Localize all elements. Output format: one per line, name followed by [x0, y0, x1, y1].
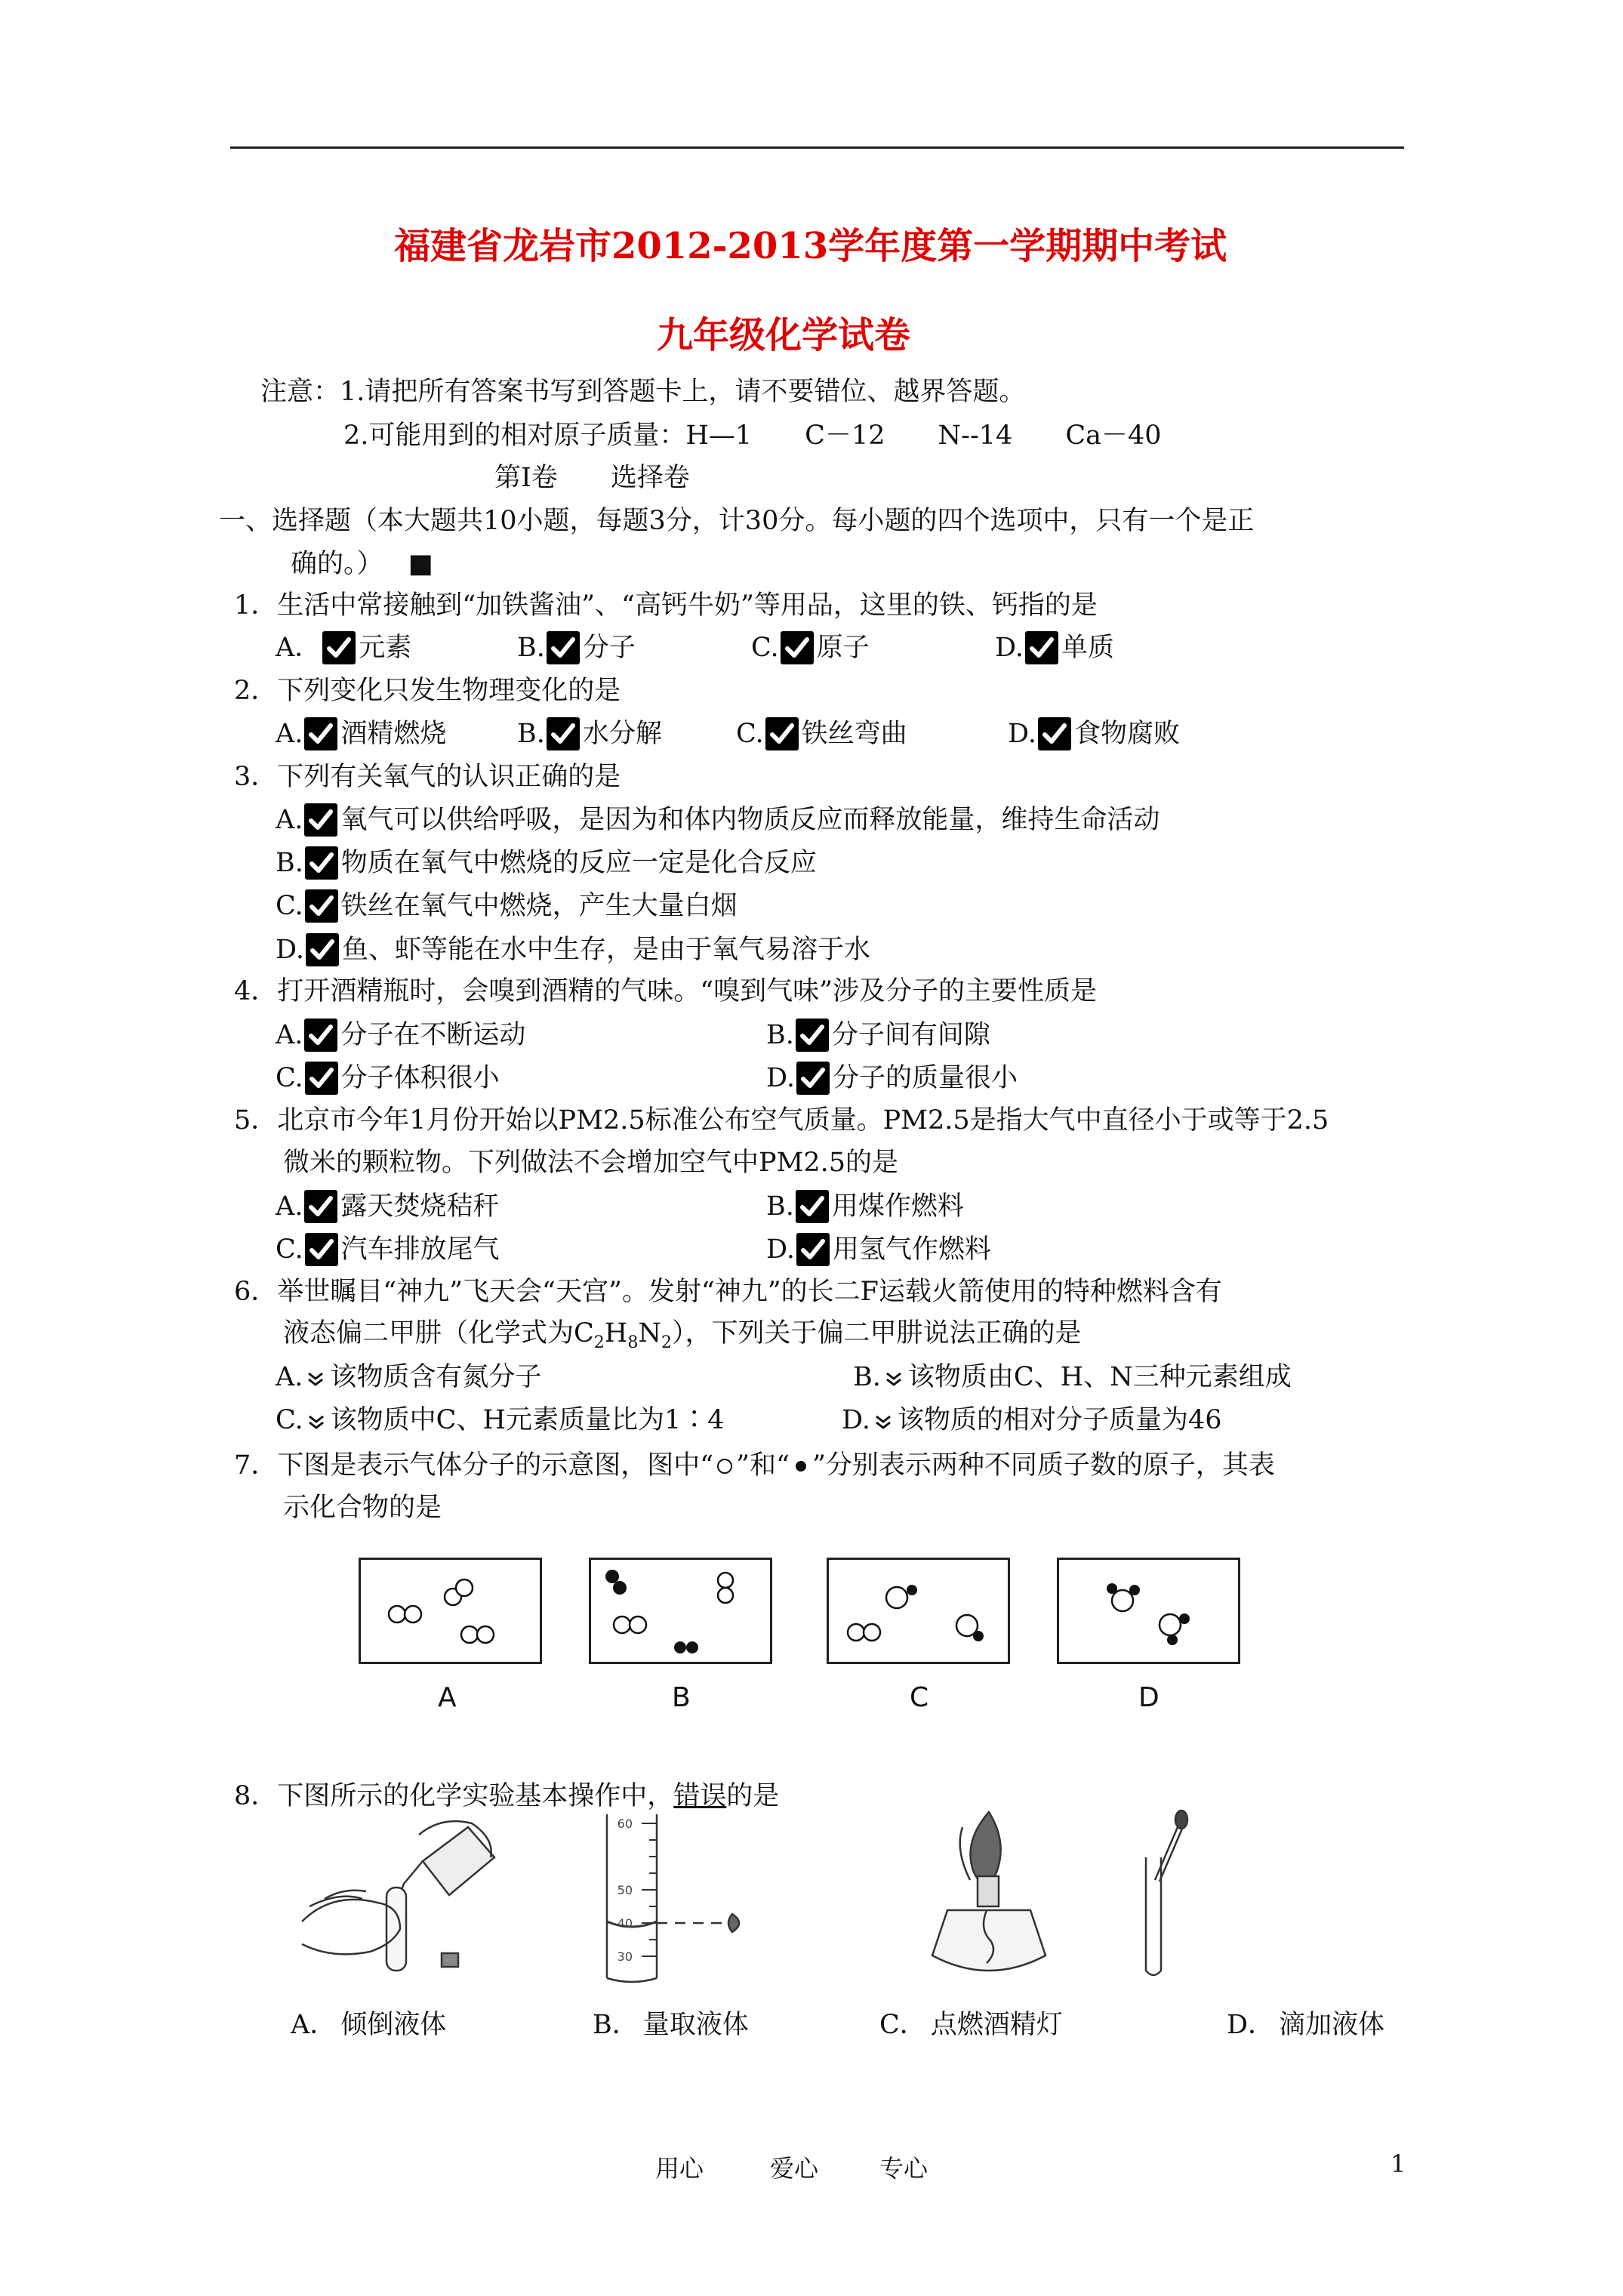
checkbox-icon — [781, 631, 814, 664]
footer-word-2: 爱心 — [770, 2154, 819, 2183]
q2-option-a[interactable]: A. 酒精燃烧 — [276, 717, 446, 750]
q5-option-c[interactable]: C. 汽车排放尾气 — [276, 1233, 500, 1266]
q6-stem-2: 液态偏二甲肼（化学式为$C_2H_8N_2$），下列关于偏二甲肼说法正确的是 — [283, 1318, 1082, 1352]
cylinder-tick-60: 60 — [617, 1817, 633, 1831]
checkbox-icon — [305, 889, 338, 923]
q1-option-a[interactable]: A． 元素 — [276, 631, 411, 664]
molecule-box-a[interactable] — [359, 1558, 542, 1664]
q1-stem: 1．生活中常接触到“加铁酱油”、“高钙牛奶”等用品，这里的铁、钙指的是 — [234, 590, 1098, 621]
open-atom-icon — [713, 1455, 736, 1478]
box-label-d: D — [1138, 1682, 1160, 1713]
square-mark: ■ — [408, 549, 433, 579]
checkbox-icon — [1025, 631, 1058, 664]
q5-stem-2: 微米的颗粒物。下列做法不会增加空气中PM2.5的是 — [283, 1148, 899, 1178]
checkbox-icon — [796, 1233, 830, 1266]
q4-option-b[interactable]: B. 分子间有间隙 — [766, 1019, 990, 1052]
q1-option-d[interactable]: D. 单质 — [995, 631, 1114, 664]
pouring-liquid-illustration — [294, 1808, 513, 1989]
q7-stem-2: 示化合物的是 — [283, 1493, 442, 1523]
molecule-box-b[interactable] — [589, 1558, 772, 1664]
q5-option-d[interactable]: D. 用氢气作燃料 — [766, 1233, 991, 1266]
molecule-box-c[interactable] — [827, 1558, 1010, 1664]
checkbox-icon — [796, 1190, 829, 1223]
checkbox-icon — [304, 1019, 337, 1052]
measuring-cylinder-illustration — [596, 1808, 778, 1986]
exam-title: 福建省龙岩市2012-2013学年度第一学期期中考试 — [394, 225, 1227, 267]
box-label-a: A — [438, 1682, 457, 1713]
double-chevron-icon — [873, 1411, 893, 1431]
q8-option-b[interactable]: B． 量取液体 — [593, 2010, 749, 2040]
exam-subtitle: 九年级化学试卷 — [657, 314, 911, 356]
q8-stem: 8．下图所示的化学实验基本操作中，错误的是 — [234, 1781, 780, 1811]
dropper-test-tube-illustration — [1132, 1804, 1193, 1993]
molecule-diagram-d — [1059, 1560, 1238, 1662]
q3-stem: 3．下列有关氧气的认识正确的是 — [234, 762, 621, 792]
footer-word-3: 专心 — [879, 2154, 929, 2183]
checkbox-icon — [547, 717, 580, 750]
box-label-b: B — [672, 1682, 691, 1713]
checkbox-icon — [305, 1233, 338, 1266]
page-number: 1 — [1390, 2150, 1406, 2178]
checkbox-icon — [796, 1062, 830, 1095]
q4-option-a[interactable]: A. 分子在不断运动 — [276, 1019, 525, 1052]
checkbox-icon — [1038, 717, 1071, 750]
cylinder-tick-50: 50 — [617, 1883, 633, 1897]
double-chevron-icon — [306, 1411, 326, 1431]
q2-option-b[interactable]: B. 水分解 — [517, 717, 662, 750]
q6-option-b[interactable]: B. 该物质由C、H、N三种元素组成 — [853, 1362, 1292, 1392]
note-line-1: 注意：1.请把所有答案书写到答题卡上，请不要错位、越界答题。 — [260, 377, 1026, 407]
q3-option-b[interactable]: B. 物质在氧气中燃烧的反应一定是化合反应 — [276, 846, 817, 880]
part1-line-2: 确的。） ■ — [291, 549, 433, 579]
q2-stem: 2．下列变化只发生物理变化的是 — [234, 676, 621, 706]
checkbox-icon — [796, 1019, 829, 1052]
checkbox-icon — [306, 933, 339, 966]
cylinder-tick-40: 40 — [617, 1916, 633, 1931]
checkbox-icon — [765, 717, 799, 750]
q4-stem: 4．打开酒精瓶时，会嗅到酒精的气味。“嗅到气味”涉及分子的主要性质是 — [234, 976, 1098, 1006]
q6-option-c[interactable]: C. 该物质中C、H元素质量比为1∶4 — [276, 1405, 725, 1435]
q3-option-a[interactable]: A. 氧气可以供给呼吸，是因为和体内物质反应而释放能量，维持生命活动 — [276, 803, 1160, 837]
checkbox-icon — [547, 631, 580, 664]
footer-word-1: 用心 — [655, 2154, 704, 2183]
q7-stem: 7．下图是表示气体分子的示意图，图中“ ”和“ ”分别表示两种不同质子数的原子，其表 — [234, 1450, 1275, 1481]
note-line-2: 2.可能用到的相对原子质量：H—1 C－12 N--14 Ca－40 — [343, 421, 1162, 451]
checkbox-icon — [305, 1062, 338, 1095]
q1-option-c[interactable]: C. 原子 — [751, 631, 870, 664]
checkbox-icon — [304, 803, 337, 837]
q3-option-d[interactable]: D. 鱼、虾等能在水中生存，是由于氧气易溶于水 — [276, 933, 870, 966]
molecule-diagram-c — [829, 1560, 1008, 1662]
molecule-diagram-b — [591, 1560, 770, 1662]
q5-option-a[interactable]: A. 露天焚烧秸秆 — [276, 1190, 499, 1223]
checkbox-icon — [305, 846, 338, 880]
cylinder-tick-30: 30 — [617, 1949, 633, 1964]
q3-option-c[interactable]: C. 铁丝在氧气中燃烧，产生大量白烟 — [276, 889, 738, 923]
molecule-box-d[interactable] — [1057, 1558, 1240, 1664]
double-chevron-icon — [884, 1368, 904, 1388]
q8-option-d[interactable]: D． 滴加液体 — [1227, 2010, 1385, 2040]
double-chevron-icon — [306, 1368, 325, 1388]
q5-stem: 5．北京市今年1月份开始以PM2.5标准公布空气质量。PM2.5是指大气中直径小于或等于2.5 — [234, 1105, 1329, 1136]
q4-option-c[interactable]: C. 分子体积很小 — [276, 1062, 500, 1095]
checkbox-icon — [304, 1190, 337, 1223]
filled-atom-icon — [790, 1455, 812, 1478]
q4-option-d[interactable]: D. 分子的质量很小 — [766, 1062, 1018, 1095]
q5-option-b[interactable]: B. 用煤作燃料 — [766, 1190, 964, 1223]
q6-option-d[interactable]: D. 该物质的相对分子质量为46 — [842, 1405, 1222, 1435]
q8-option-c[interactable]: C． 点燃酒精灯 — [879, 2010, 1063, 2040]
part1-line-1: 一、选择题（本大题共10小题，每题3分，计30分。每小题的四个选项中，只有一个是正 — [219, 506, 1255, 536]
checkbox-icon — [304, 717, 337, 750]
q6-option-a[interactable]: A. 该物质含有氮分子 — [276, 1362, 542, 1392]
q8-option-a[interactable]: A． 倾倒液体 — [291, 2010, 447, 2040]
header-rule — [230, 146, 1404, 149]
box-label-c: C — [910, 1682, 929, 1713]
alcohol-lamp-illustration — [917, 1804, 1053, 1989]
q6-stem: 6．举世瞩目“神九”飞天会“天宫”。发射“神九”的长二F运载火箭使用的特种燃料含有 — [234, 1277, 1222, 1307]
q1-option-b[interactable]: B. 分子 — [517, 631, 636, 664]
q2-option-d[interactable]: D. 食物腐败 — [1008, 717, 1180, 750]
molecule-diagram-a — [361, 1560, 540, 1662]
checkbox-icon — [322, 631, 356, 664]
section-heading: 第Ⅰ卷 选择卷 — [494, 463, 690, 493]
q2-option-c[interactable]: C. 铁丝弯曲 — [736, 717, 907, 750]
